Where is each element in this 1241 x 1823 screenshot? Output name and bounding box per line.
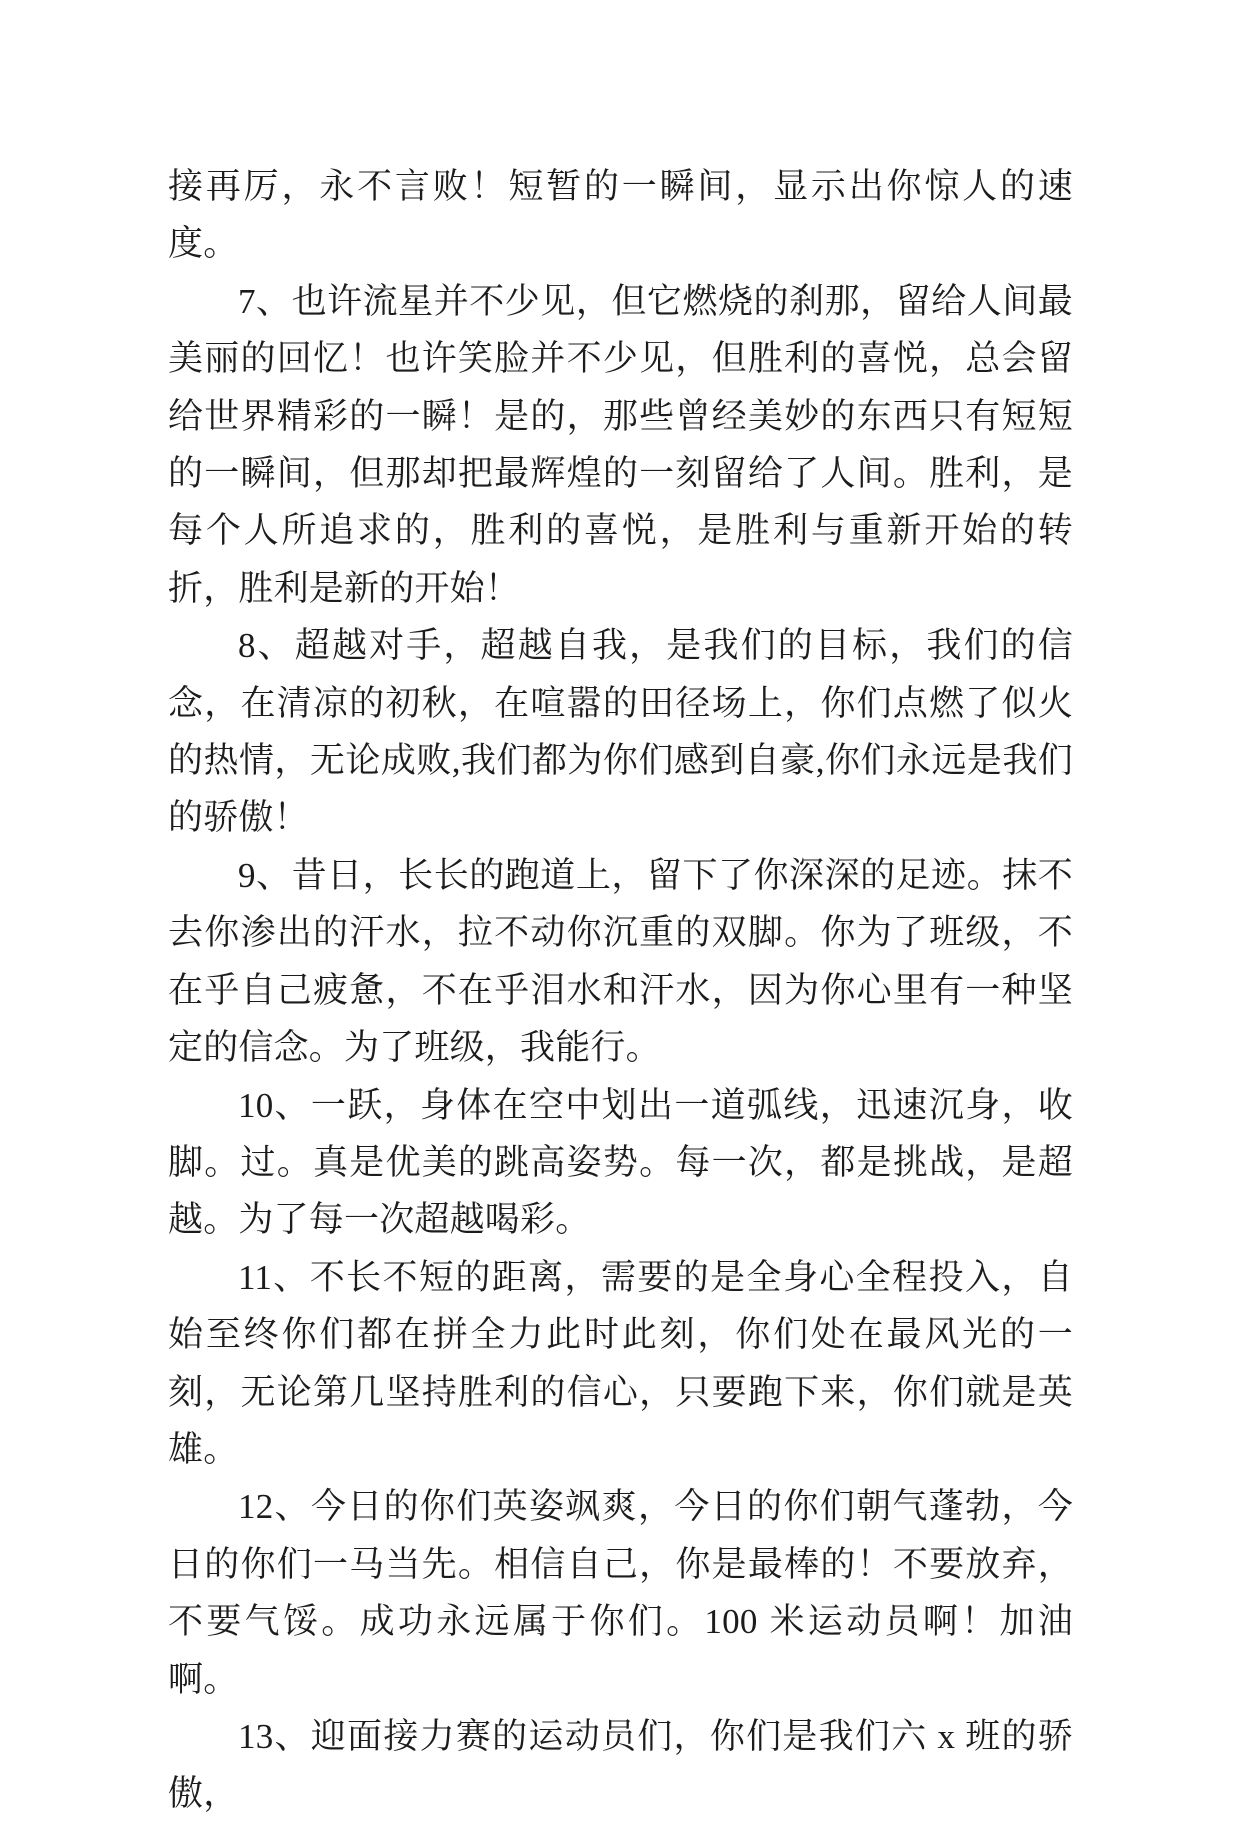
document-body [168, 158, 1073, 1823]
paragraph: 10、一跃，身体在空中划出一道弧线，迅速沉身，收脚。过。真是优美的跳高姿势。每一次，都是挑战，是超越。为了每一次超越喝彩。 [168, 1085, 1073, 1240]
paragraph: 7、也许流星并不少见，但它燃烧的刹那，留给人间最美丽的回忆！也许笑脸并不少见，但胜利的喜悦，总会留给世界精彩的一瞬！是的，那些曾经美妙的东西只有短短的一瞬间，但那却把最辉煌的一刻留给了人间。胜利，是每个人所追求的，胜利的喜悦，是胜利与重新开始的转折，胜利是新的开始！ [168, 281, 1073, 608]
paragraph: 11、不长不短的距离，需要的是全身心全程投入，自始至终你们都在拼全力此时此刻，你们处在最风光的一刻，无论第几坚持胜利的信心，只要跑下来，你们就是英雄。 [168, 1257, 1073, 1469]
paragraph: 8、超越对手，超越自我，是我们的目标，我们的信念，在清凉的初秋，在喧嚣的田径场上，你们点燃了似火的热情，无论成败,我们都为你们感到自豪,你们永远是我们的骄傲！ [168, 626, 1073, 838]
paragraph: 9、昔日，长长的跑道上，留下了你深深的足迹。抹不去你渗出的汗水，拉不动你沉重的双脚。你为了班级，不在乎自己疲惫，不在乎泪水和汗水，因为你心里有一种坚定的信念。为了班级，我能行。 [168, 855, 1073, 1068]
paragraph: 接再厉，永不言败！短暂的一瞬间，显示出你惊人的速度。 [168, 167, 1073, 264]
paragraph: 12、今日的你们英姿飒爽，今日的你们朝气蓬勃，今日的你们一马当先。相信自己，你是最棒的！不要放弃，不要气馁。成功永远属于你们。100 米运动员啊！加油啊。 [168, 1487, 1073, 1699]
paragraph: 13、迎面接力赛的运动员们，你们是我们六 x 班的骄傲， [168, 1716, 1073, 1814]
